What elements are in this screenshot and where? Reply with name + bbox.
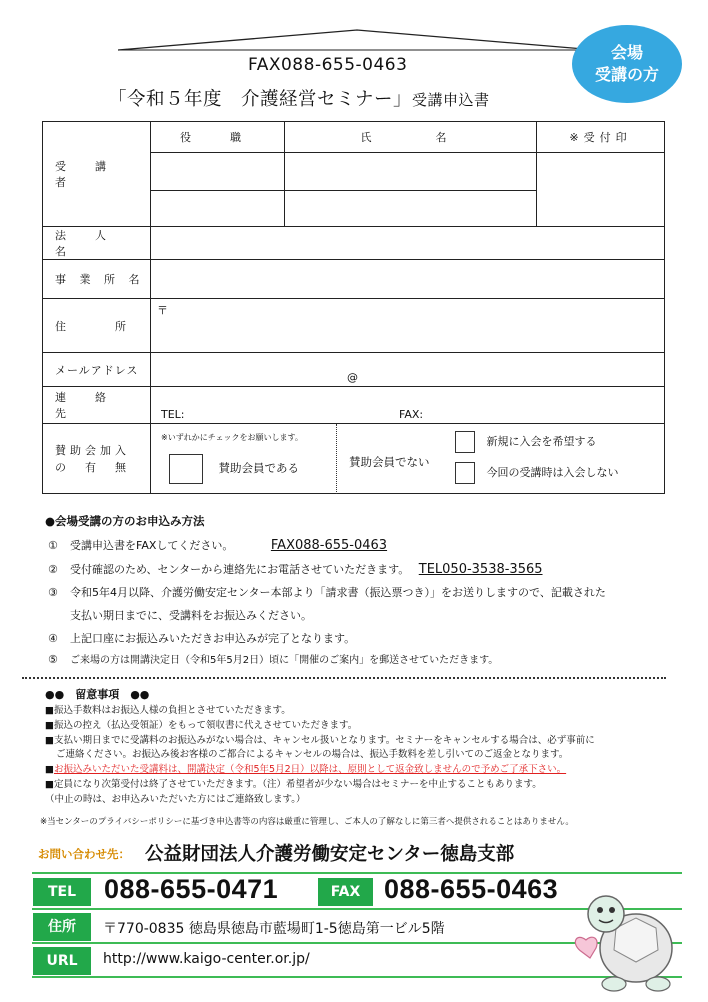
position-header: 役 職 [151,122,285,153]
remark-1: ■振込手数料はお振込人様の負担とさせていただきます。 [45,705,291,716]
step-1-number: ① [48,539,58,552]
header-fax-number: FAX088-655-0463 [248,55,408,75]
name-field-2[interactable] [285,191,537,227]
support-label-line1: 賛助会加入 [55,443,130,457]
step-2-tel: TEL050-3538-3565 [418,562,543,577]
remark-4-mark: ■ [45,764,54,775]
step-1-fax: FAX088-655-0463 [270,538,388,553]
corporation-name-field[interactable] [151,227,665,260]
venue-attendance-badge [572,25,682,103]
join-option[interactable] [455,431,597,453]
name-field-1[interactable] [285,153,537,191]
reception-stamp-area [537,153,665,227]
method-step-2 [48,561,543,577]
contact-label: お問い合わせ先： [38,847,130,861]
attendee-label: 受 講 者 [43,122,151,227]
contact-label: 連 絡 先 [43,387,151,424]
name-header: 氏 名 [285,122,537,153]
support-label-line2: の 有 無 [55,460,130,474]
privacy-notice: ※当センターのプライバシーポリシーに基づき申込書等の内容は厳重に管理し、ご本人の了解なしに第三者へ提供されることはありません。 [40,817,574,827]
position-field-2[interactable] [151,191,285,227]
form-title-main: 「令和５年度 介護経営セミナー」 [108,89,413,110]
step-3-text-b: 支払い期日までに、受講料をお振込みください。 [70,609,312,622]
tel-tag: TEL [33,878,91,906]
contact-organization: 公益財団法人介護労働安定センター徳島支部 [145,844,515,865]
dotted-separator [22,677,666,679]
contact-fax-number: 088-655-0463 [384,874,559,904]
step-4-number: ④ [48,632,58,645]
support-membership-field [151,424,665,494]
contact-url[interactable]: http://www.kaigo-center.or.jp/ [103,951,310,967]
corporation-name-label: 法 人 名 [43,227,151,260]
remark-3b: ご連絡ください。お振込み後お客様のご都合によるキャンセルの場合は、振込手数料を差し引いてのご返金となります。 [56,749,569,760]
remark-6: （中止の時は、お申込みいただいた方にはご連絡致します。） [45,794,306,805]
option-divider [336,424,338,494]
support-membership-label [43,424,151,494]
no-join-checkbox[interactable] [455,462,475,484]
contact-address: 〒770-0835 徳島県徳島市藍場町1-5徳島第一ビル5階 [103,921,445,937]
step-3-number: ③ [48,586,58,599]
step-2-number: ② [48,563,58,576]
remark-5: ■定員になり次第受付は終了させていただきます。（注）希望者が少ない場合はセミナーを中止することもあります。 [45,779,542,790]
postal-mark: 〒 [157,304,168,317]
email-label: メールアドレス [43,353,151,387]
form-title-suffix: 受講申込書 [412,91,490,109]
no-join-option-label: 今回の受講時は入会しない [486,466,619,479]
header-roof-line [118,28,596,58]
step-4-text: 上記口座にお振込みいただきお申込みが完了となります。 [70,632,356,645]
application-form-table [42,121,665,494]
email-field[interactable] [151,353,665,387]
remark-3a: ■支払い期日までに受講料のお振込みがない場合は、キャンセル扱いとなります。セミナーをキャンセルする場合は、必ず事前に [45,735,595,746]
method-step-3 [48,584,606,600]
url-tag: URL [33,947,91,975]
badge-line2: 受講の方 [594,65,659,84]
member-option-label: 賛助会員である [218,461,299,475]
remark-4-text: お振込みいただいた受講料は、開講決定（令和5年5月2日）以降は、原則として返金致しませんので予めご了承下さい。 [53,764,567,775]
contact-field[interactable] [151,387,665,424]
badge-line1: 会場 [610,43,643,62]
position-field-1[interactable] [151,153,285,191]
check-note: ※いずれかにチェックをお願いします。 [161,433,303,442]
at-mark: @ [347,371,358,384]
non-member-label: 賛助会員でない [349,455,430,469]
method-step-5 [48,651,498,666]
step-1-text: 受講申込書をFAXしてください。 [70,539,234,552]
method-step-4 [48,630,355,646]
join-option-label: 新規に入会を希望する [486,435,597,448]
join-checkbox[interactable] [455,431,475,453]
office-name-label: 事 業 所 名 [43,260,151,299]
member-checkbox[interactable] [169,454,203,484]
remark-2: ■振込の控え（払込受領証）をもって領収書に代えさせていただきます。 [45,720,358,731]
form-title [108,85,490,111]
no-join-option[interactable] [455,462,619,484]
member-option[interactable] [169,454,299,484]
step-3-text-a: 令和5年4月以降、介護労働安定センター本部より「請求書（振込票つき）」をお送りしますので、記載された [70,586,606,599]
method-step-1 [48,537,387,553]
remark-4 [45,761,566,775]
turtle-mascot-icon [566,888,684,996]
method-title: ●会場受講の方のお申込み方法 [45,514,205,528]
reception-stamp-header: ※受付印 [537,122,665,153]
fax-label: FAX: [399,408,424,421]
office-name-field[interactable] [151,260,665,299]
step-5-number: ⑤ [48,653,58,666]
address-tag: 住所 [33,913,91,941]
remarks-title: ●● 留意事項 ●● [45,688,150,701]
contact-tel-number[interactable]: 088-655-0471 [104,874,279,904]
fax-tag: FAX [318,878,373,906]
step-5-text: ご来場の方は開講決定日（令和5年5月2日）頃に「開催のご案内」を郵送させていただきます。 [70,655,499,666]
tel-label: TEL: [161,408,185,421]
address-label: 住 所 [43,299,151,353]
step-2-text: 受付確認のため、センターから連絡先にお電話させていただきます。 [70,563,410,576]
address-field[interactable] [151,299,665,353]
